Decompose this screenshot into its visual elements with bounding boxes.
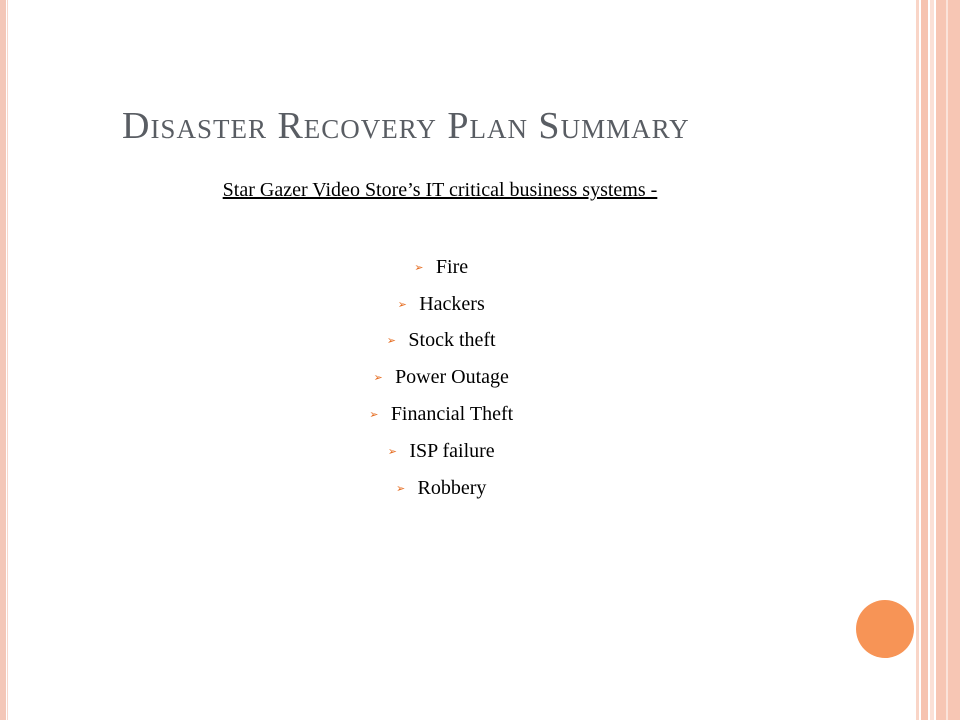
list-item (0, 249, 880, 286)
list-item (0, 359, 880, 396)
arrow-bullet-icon: ➢ (395, 481, 406, 495)
arrow-bullet-icon: ➢ (397, 297, 407, 311)
slide-title: Disaster Recovery Plan Summary (122, 105, 690, 147)
risk-list (0, 249, 880, 507)
stripe (930, 0, 934, 720)
stripe (936, 0, 960, 720)
arrow-bullet-icon: ➢ (387, 444, 397, 458)
stripe (946, 0, 948, 720)
list-item (0, 323, 880, 360)
list-item-label: Fire (435, 255, 469, 278)
arrow-bullet-icon: ➢ (386, 334, 396, 348)
list-item (0, 396, 880, 433)
list-item (0, 286, 880, 323)
list-item-label: Power Outage (395, 366, 509, 389)
arrow-bullet-icon: ➢ (369, 408, 379, 422)
list-item (0, 433, 880, 470)
stripe (916, 0, 919, 720)
list-item-label: ISP failure (409, 439, 495, 462)
orange-circle-decoration (856, 600, 914, 658)
list-item-label: Financial Theft (390, 403, 514, 426)
slide-subtitle: Star Gazer Video Store’s IT critical business systems - (222, 179, 658, 201)
list-item (0, 470, 880, 507)
right-decorative-stripes (916, 0, 960, 720)
stripe (921, 0, 928, 720)
arrow-bullet-icon: ➢ (414, 260, 424, 274)
arrow-bullet-icon: ➢ (373, 371, 383, 385)
list-item-label: Robbery (417, 476, 487, 499)
list-item-label: Stock theft (408, 329, 496, 352)
list-item-label: Hackers (419, 292, 485, 315)
